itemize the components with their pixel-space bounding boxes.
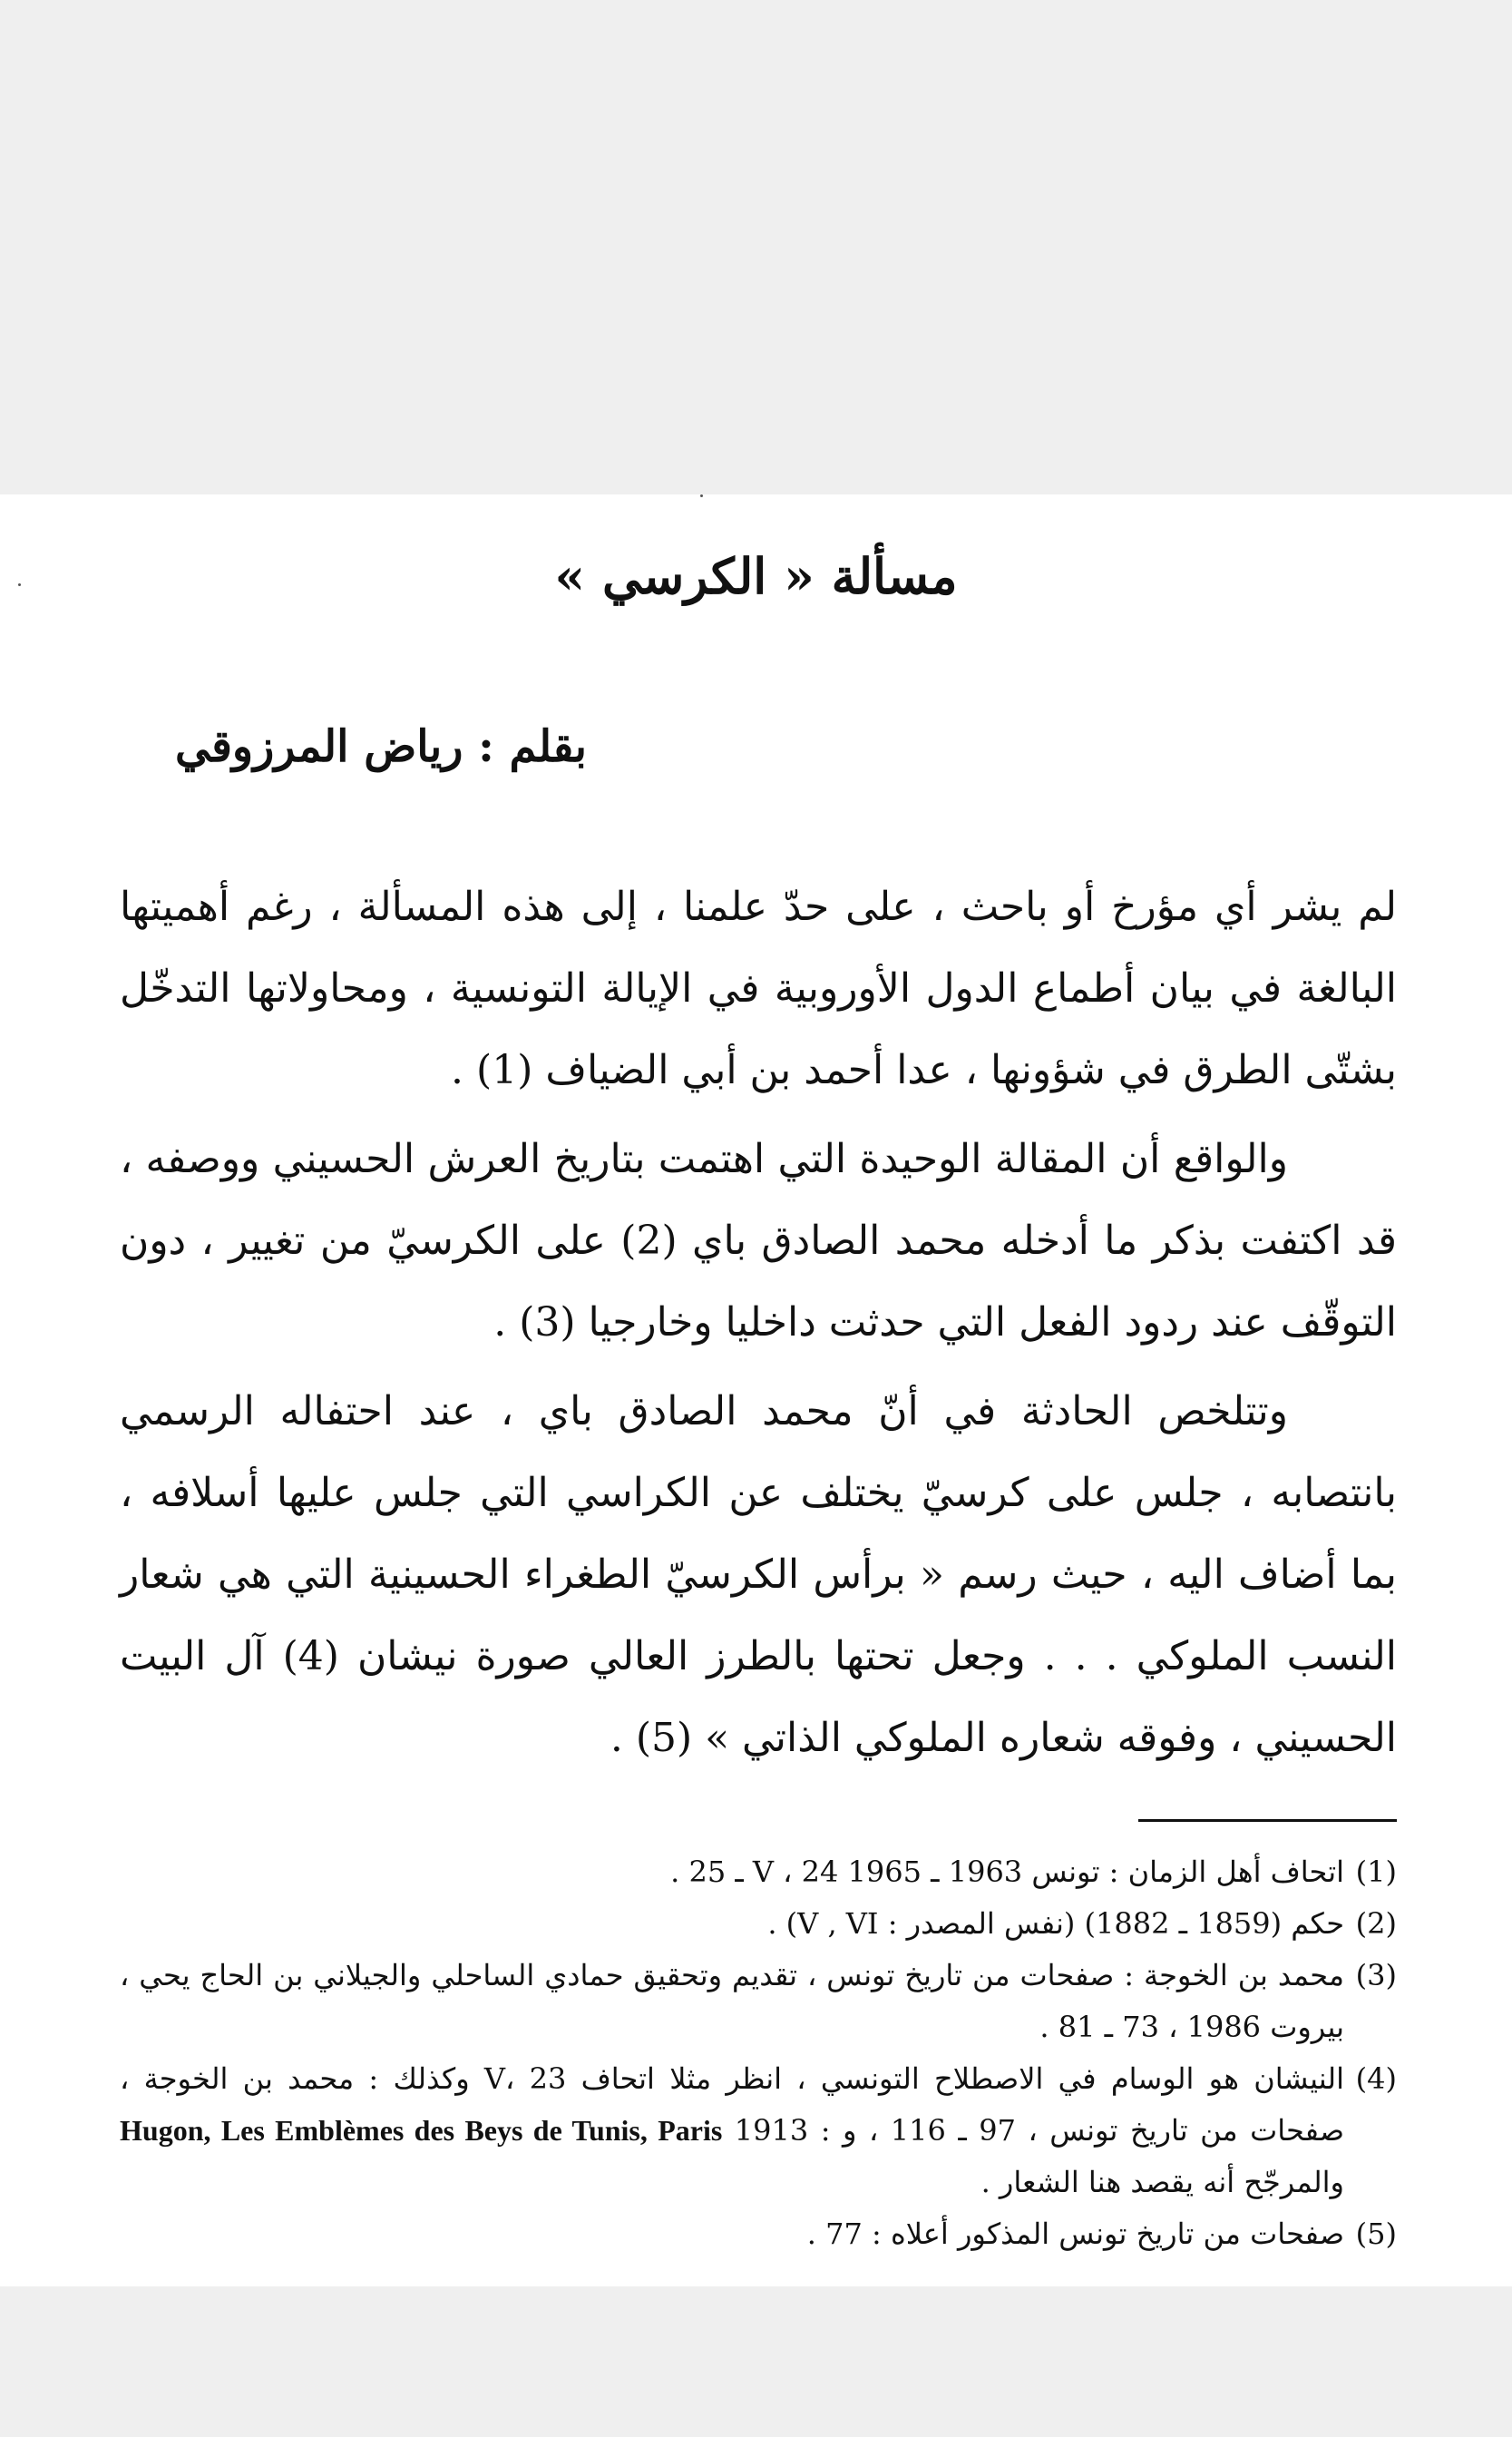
scan-top-margin <box>0 0 1512 494</box>
footnote-number: (4) <box>1355 2061 1397 2096</box>
document-page <box>0 494 1512 2286</box>
footnote-text: حكم (1859 ـ 1882) (نفس المصدر : V , VI) . <box>767 1906 1344 1941</box>
paragraph: وتتلخص الحادثة في أنّ محمد الصادق باي ، عند احتفاله الرسمي بانتصابه ، جلس على كرسيّ يختلف عن الكراسي التي جلس عليها أسلافه ، بما أضاف اليه ، حيث رسم « برأس الكرسيّ الطغراء الحسينية التي هي شعار النسب الملوكي . . . وجعل تحتها بالطرز العالي صورة نيشان (4) آل البيت الحسيني ، وفوقه شعاره الملوكي الذاتي » (5) . <box>120 1388 1397 1761</box>
footnote-text: 1913 والمرجّح أنه يقصد هنا الشعار . <box>734 2113 1344 2199</box>
scan-bottom-margin <box>0 2286 1512 2437</box>
footnote <box>120 1950 1397 2053</box>
footnote-latin-reference: Hugon, Les Emblèmes des Beys de Tunis, Paris <box>120 2114 723 2147</box>
footnote-number: (1) <box>1355 1855 1397 1889</box>
footnote-number: (5) <box>1355 2217 1397 2251</box>
footnote-text: صفحات من تاريخ تونس المذكور أعلاه : 77 . <box>806 2217 1344 2251</box>
footnote <box>120 2208 1397 2260</box>
footnote-number: (3) <box>1355 1958 1397 1992</box>
scan-speck <box>700 494 703 497</box>
footnotes <box>120 1846 1397 2260</box>
footnote-separator <box>1138 1819 1397 1822</box>
footnote <box>120 1846 1397 1898</box>
paragraph: لم يشر أي مؤرخ أو باحث ، على حدّ علمنا ، إلى هذه المسألة ، رغم أهميتها البالغة في بيان أطماع الدول الأوروبية في الإيالة التونسية ، ومحاولاتها التدخّل بشتّى الطرق في شؤونها ، عدا أحمد بن أبي الضياف (1) . <box>120 884 1397 1093</box>
article-title: مسألة « الكرسي » <box>554 547 958 605</box>
author-byline: بقلم : رياض المرزوقي <box>174 721 587 772</box>
footnote-text: النيشان هو الوسام في الاصطلاح التونسي ، انظر مثلا اتحاف V، 23 وكذلك : محمد بن الخوجة ، صفحات من تاريخ تونس ، 97 ـ 116 ، و : <box>120 2061 1345 2148</box>
footnote-number: (2) <box>1355 1906 1397 1941</box>
footnote-text: اتحاف أهل الزمان : تونس 1963 ـ 1965 V ، 24 ـ 25 . <box>670 1855 1344 1889</box>
paragraph: والواقع أن المقالة الوحيدة التي اهتمت بتاريخ العرش الحسيني ووصفه ، قد اكتفت بذكر ما أدخله محمد الصادق باي (2) على الكرسيّ من تغيير ، دون التوقّف عند ردود الفعل التي حدثت داخليا وخارجيا (3) . <box>120 1136 1397 1346</box>
footnote <box>120 1898 1397 1950</box>
footnote-text: محمد بن الخوجة : صفحات من تاريخ تونس ، تقديم وتحقيق حمادي الساحلي والجيلاني بن الحاج يحي ، بيروت 1986 ، 73 ـ 81 . <box>120 1958 1344 2044</box>
footnote <box>120 2053 1397 2208</box>
article-body <box>120 866 1397 1786</box>
